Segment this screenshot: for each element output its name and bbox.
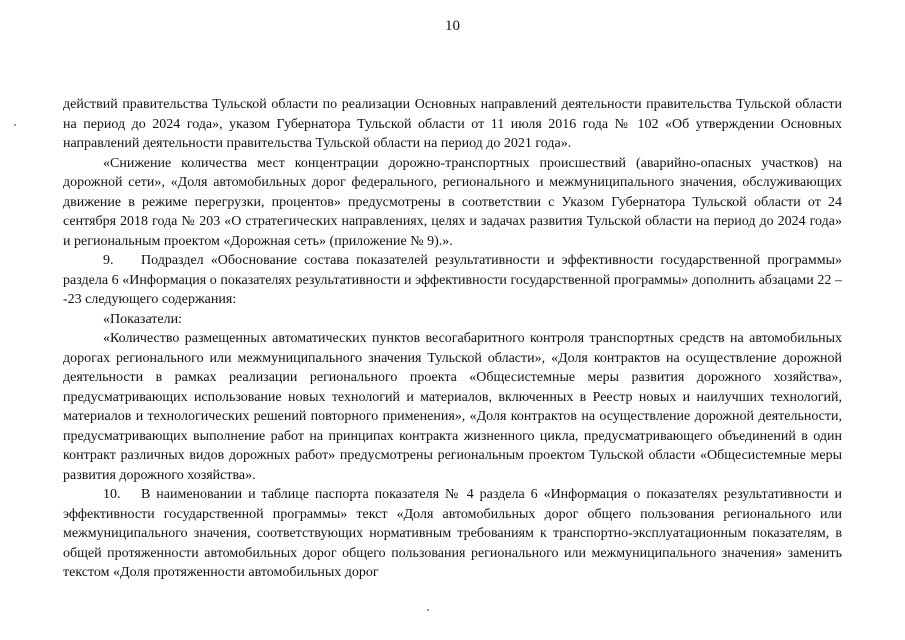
paragraph-text: Подраздел «Обоснование состава показателей результативности и эффективности государственной программы» раздела 6 «Информация о показателях результативности и эффективности государственной программы» дополнить абзацами 22 – -23 следующего содержания: bbox=[63, 253, 842, 307]
item-number: 10. bbox=[103, 487, 121, 502]
numbered-item-10 bbox=[63, 485, 842, 583]
paragraph-text: В наименовании и таблице паспорта показателя № 4 раздела 6 «Информация о показателях результативности и эффективности государственной программы» текст «Доля автомобильных дорог общего пользования регионального или межмуниципального значения, соответствующих нормативным требованиям к транспортно-эксплуатационным показателям, в общей протяженности автомобильных дорог общего пользования регионального или межмуниципального значения» заменить текстом «Доля протяженности автомобильных дорог bbox=[63, 487, 842, 580]
numbered-item-9 bbox=[63, 251, 842, 310]
paragraph-indicators-heading bbox=[63, 310, 842, 330]
paragraph-continuation bbox=[63, 95, 842, 154]
paragraph-text: действий правительства Тульской области по реализации Основных направлений деятельности правительства Тульской области на период до 2024 года», указом Губернатора Тульской области от 11 июля 2016 года № 102 «Об утверждении Основных направлений деятельности правительства Тульской области на период до 2021 года». bbox=[63, 97, 842, 151]
page-number: 10 bbox=[445, 18, 460, 34]
scan-speck bbox=[427, 609, 429, 611]
scan-speck bbox=[14, 124, 16, 126]
paragraph-indicators-justification bbox=[63, 154, 842, 252]
body-text bbox=[63, 95, 842, 583]
item-number: 9. bbox=[103, 253, 114, 268]
paragraph-text: «Количество размещенных автоматических пунктов весогабаритного контроля транспортных средств на автомобильных дорогах регионального или межмуниципального значения Тульской области», «Доля контрактов на осуществление дорожной деятельности в рамках реализации регионального проекта «Общесистемные меры развития дорожного хозяйства», предусматривающих использование новых технологий и материалов, включенных в Реестр новых и наилучших технологий, материалов и технологических решений повторного применения», «Доля контрактов на осуществление дорожной деятельности, предусматривающих выполнение работ на принципах контракта жизненного цикла, предусматривающего объединений в один контракт различных видов дорожных работ» предусмотрены региональным проектом Тульской области «Общесистемные меры развития дорожного хозяйства». bbox=[63, 331, 842, 483]
paragraph-text: «Снижение количества мест концентрации дорожно-транспортных происшествий (аварийно-опасных участков) на дорожной сети», «Доля автомобильных дорог федерального, регионального и межмуниципального значения, обслуживающих движение в режиме перегрузки, процентов» предусмотрены в соответствии с Указом Губернатора Тульской области от 24 сентября 2018 года № 203 «О стратегических направлениях, целях и задачах развития Тульской области на период до 2024 года» и региональным проектом «Дорожная сеть» (приложение № 9).». bbox=[63, 155, 842, 249]
paragraph-text: «Показатели: bbox=[103, 311, 182, 327]
paragraph-indicators-list bbox=[63, 329, 842, 485]
